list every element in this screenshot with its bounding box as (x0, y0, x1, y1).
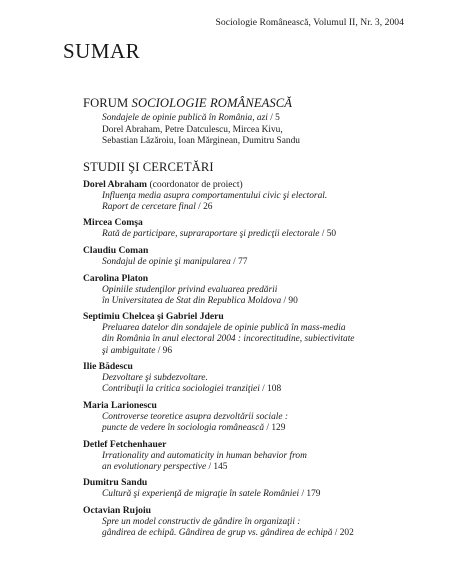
entry-author: Dorel Abraham (83, 178, 148, 190)
table-of-contents (83, 96, 423, 543)
entry-title-line (102, 384, 423, 395)
entry-title-line (102, 323, 423, 334)
entry-page-number: / 145 (206, 461, 228, 472)
entry-author-line (83, 477, 423, 489)
entry-title-line (102, 528, 423, 539)
entry-title-line (102, 257, 423, 268)
entry-author-line (83, 505, 423, 517)
entry-page-number: / 90 (281, 295, 298, 306)
entry-title-line (102, 423, 423, 434)
entry-page-number: / 179 (299, 489, 321, 500)
toc-entry (83, 179, 423, 213)
entry-author-line (83, 439, 423, 451)
entry-author-line (83, 311, 423, 323)
entry-author-line (83, 245, 423, 257)
running-head: Sociologie Românească, Volumul II, Nr. 3, 2004 (215, 17, 404, 28)
entry-title-line (102, 202, 423, 213)
entry-title-line (102, 489, 423, 500)
entry-title-text: din România în anul electoral 2004 : incorectitudine, subiectivitate (102, 334, 355, 345)
entry-author: Septimiu Chelcea şi Gabriel Jderu (83, 311, 224, 323)
entry-title-text: Rată de participare, supraraportare şi predicţii electorale (102, 229, 320, 240)
entry-title-text: Opiniile studenţilor privind evaluarea predării (102, 284, 278, 295)
entry-title-text: în Universitatea de Stat din Republica Moldova (102, 295, 282, 306)
entry-title-text: Spre un model constructiv de gândire în organizaţii : (102, 516, 301, 527)
entry-author-line (83, 179, 423, 191)
entry-title-text: Irrationality and automaticity in human behavior from (102, 450, 307, 461)
toc-entry (83, 361, 423, 395)
forum-entry (102, 113, 423, 148)
entry-author: Maria Larionescu (83, 399, 157, 411)
entry-title-text: Dezvoltare şi subdezvoltare. (102, 373, 208, 384)
entry-title-line (102, 412, 423, 423)
toc-entry (83, 245, 423, 268)
entry-title-text: Controverse teoretice asupra dezvoltării sociale : (102, 411, 288, 422)
entry-page-number: / 129 (264, 422, 286, 433)
studies-section-heading: STUDII ŞI CERCETĂRI (83, 159, 214, 174)
toc-entry (83, 273, 423, 307)
forum-section-heading (83, 96, 423, 110)
entry-author-line (83, 273, 423, 285)
entry-title-text: Sondajul de opinie şi manipularea (102, 257, 231, 268)
entry-title-text: an evolutionary perspective (102, 461, 207, 472)
entry-author: Ilie Bădescu (83, 361, 133, 373)
entry-page-number: / 26 (195, 201, 213, 212)
entry-author-role: (coordonator de proiect) (147, 178, 243, 190)
entry-title-line (102, 373, 423, 384)
entry-title-text: Cultură şi experienţă de migraţie în satele României (102, 489, 300, 500)
entry-author-line (83, 217, 423, 229)
entry-page-number: / 50 (319, 229, 337, 240)
forum-article-line (102, 113, 423, 125)
entry-title-text: şi ambiguitate (102, 345, 156, 356)
entry-author: Claudiu Coman (83, 245, 149, 257)
entry-author: Detlef Fetchenhauer (83, 438, 167, 450)
toc-entry (83, 439, 423, 473)
entry-title-line (102, 285, 423, 296)
entry-title-text: puncte de vedere în sociologia românească (102, 422, 265, 433)
entry-title-text: Preluarea datelor din sondajele de opinie publică în mass-media (102, 323, 346, 334)
entry-title-text: Raport de cercetare final (102, 201, 196, 212)
entry-page-number: / 202 (332, 527, 354, 538)
entry-page-number: / 108 (259, 384, 282, 395)
entry-title-line (102, 517, 423, 528)
entry-title-line (102, 229, 423, 240)
forum-authors-line-1: Dorel Abraham, Petre Datculescu, Mircea Kivu, (102, 124, 283, 135)
entry-title-text: gândirea de echipă. Gândirea de grup vs. gândirea de echipă (102, 527, 333, 538)
forum-heading-italic: SOCIOLOGIE ROMÂNEASCĂ (131, 96, 293, 110)
entry-page-number: / 77 (230, 257, 248, 268)
entry-author: Carolina Platon (83, 272, 149, 284)
toc-entry (83, 477, 423, 500)
entry-title-line (102, 334, 423, 345)
entry-page-number: / 96 (155, 345, 173, 356)
entry-author-line (83, 400, 423, 412)
entry-title-line (102, 346, 423, 357)
studies-entries (83, 179, 423, 539)
forum-authors-line-2: Sebastian Lăzăroiu, Ioan Mărginean, Dumitru Sandu (102, 136, 300, 147)
entry-author: Dumitru Sandu (83, 477, 148, 489)
entry-author: Mircea Comşa (83, 217, 143, 229)
entry-title-line (102, 451, 423, 462)
forum-article-page: / 5 (267, 113, 280, 123)
entry-title-line (102, 462, 423, 473)
entry-title-line (102, 191, 423, 202)
page-title: SUMAR (63, 39, 141, 63)
forum-heading-plain: FORUM (83, 96, 132, 110)
forum-article-title: Sondajele de opinie publică în România, azi (102, 113, 268, 123)
toc-entry (83, 311, 423, 356)
entry-title-text: Contribuţii la critica sociologiei tranziţiei (102, 384, 260, 395)
toc-entry (83, 217, 423, 240)
entry-title-line (102, 296, 423, 307)
toc-entry (83, 400, 423, 434)
entry-author: Octavian Rujoiu (83, 504, 151, 516)
entry-title-text: Influenţa media asupra comportamentului civic şi electoral. (102, 190, 328, 201)
entry-author-line (83, 361, 423, 373)
toc-entry (83, 505, 423, 539)
